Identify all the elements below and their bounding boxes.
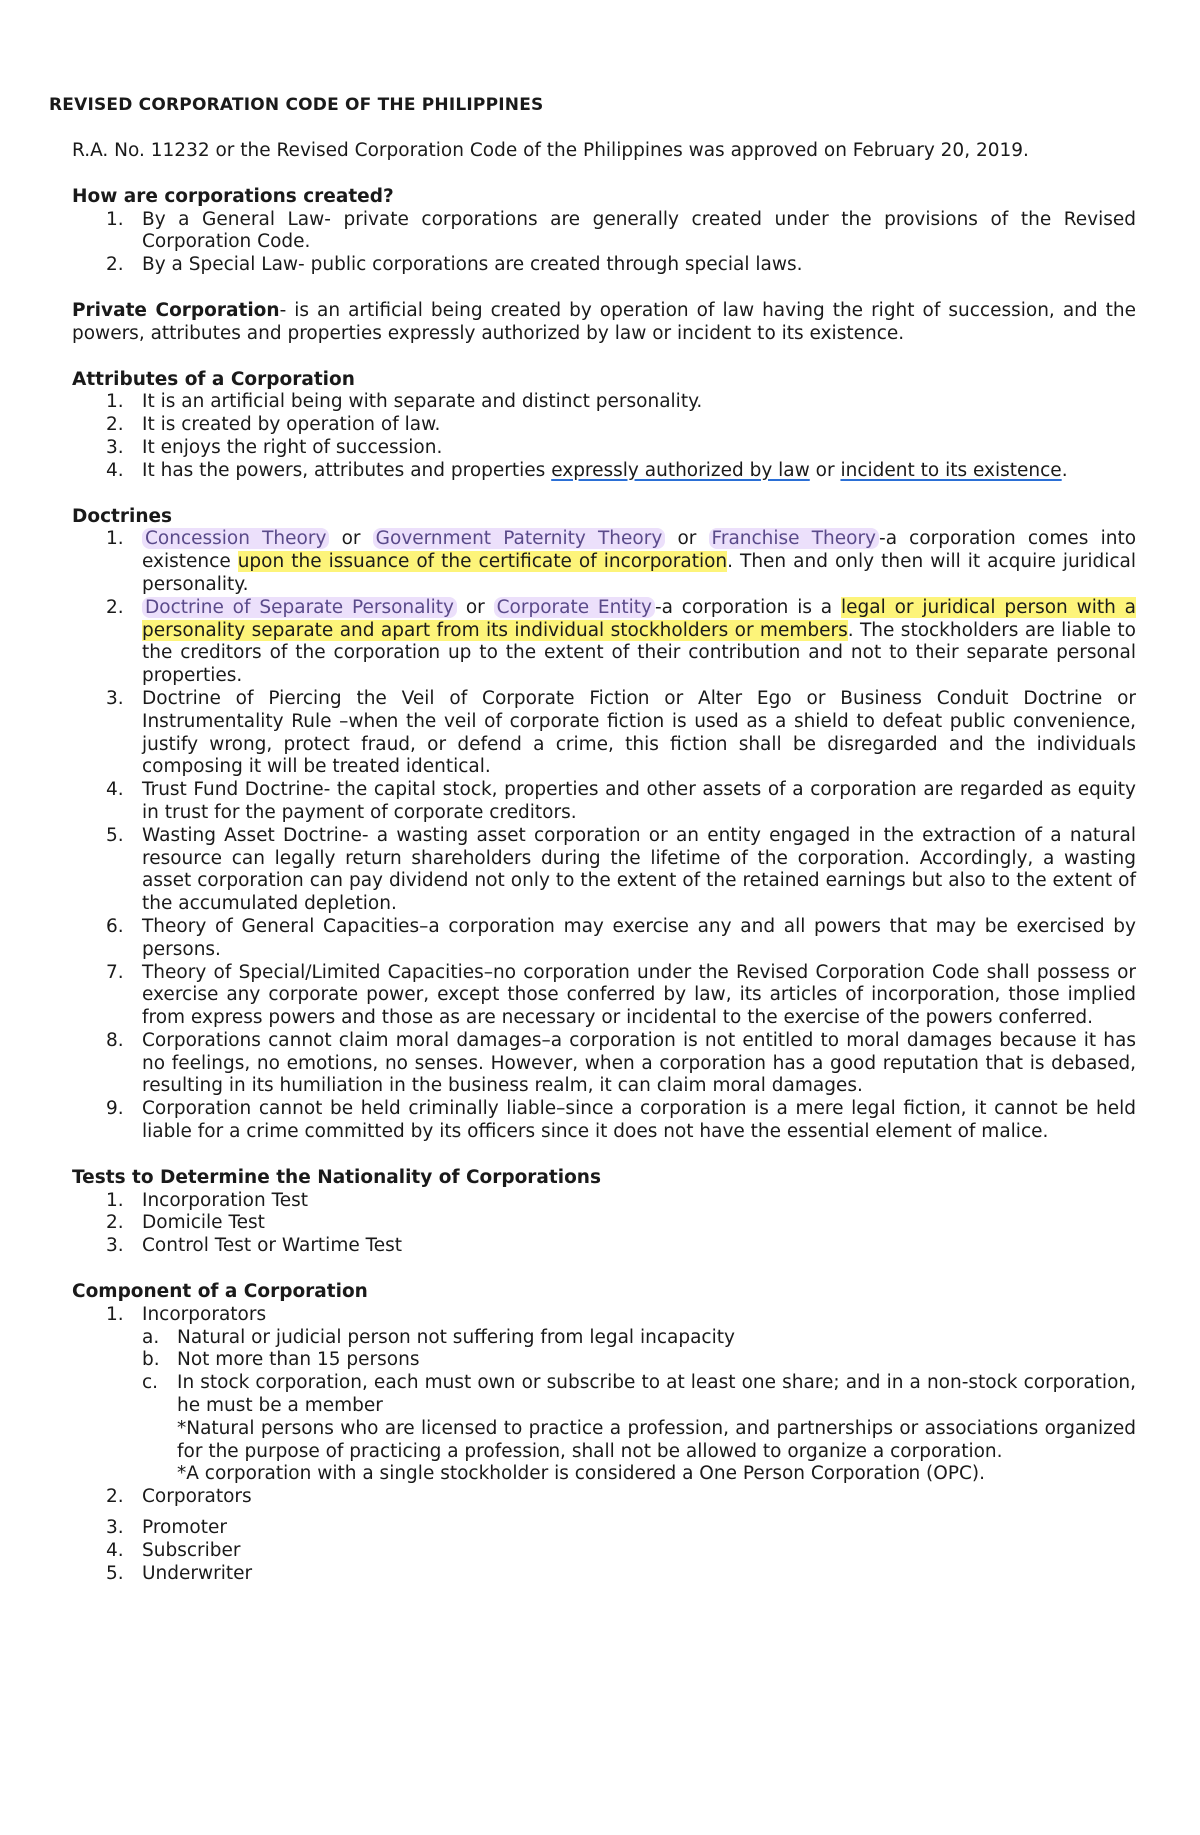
list-item: 3. Doctrine of Piercing the Veil of Corporate Fiction or Alter Ego or Business Conduit Doctrine or Instrumentality Rule –when the veil of corporate fiction is used as a shield to defeat public convenience, justify wrong, protect fraud, or defend a crime, this fiction shall be disregarded and the individuals composing it will be treated identical. (106, 687, 1136, 778)
list-item: 1. Incorporation Test (106, 1189, 309, 1211)
highlighted-phrase: legal or juridical person with a personality separate and apart from its individual stockholders or members (142, 596, 1137, 641)
list-item: 1. It is an artificial being with separate and distinct personality. (106, 391, 703, 413)
list-item: 7. Theory of Special/Limited Capacities–no corporation under the Revised Corporation Code shall possess or exercise any corporate power, except those conferred by law, its articles of incorporation, those implied from express powers and those as are necessary or incidental to the exercise of the powers conferred. (106, 961, 1136, 1029)
list-item: 4. Subscriber (106, 1539, 241, 1561)
annotated-phrase: incident to its existence (840, 459, 1062, 481)
list-item: 9. Corporation cannot be held criminally liable–since a corporation is a mere legal fiction, it cannot be held liable for a crime committed by its officers since it does not have the essential element of malice. (106, 1098, 1136, 1143)
list-item: 3. It enjoys the right of succession. (106, 436, 443, 458)
doctrines-list (72, 528, 1136, 1144)
attributes-list (72, 391, 1136, 482)
list-item: a. Natural or judicial person not suffering from legal incapacity (142, 1326, 735, 1348)
document-title: REVISED CORPORATION CODE OF THE PHILIPPINES (49, 95, 544, 115)
list-item: 2. By a Special Law- public corporations are created through special laws. (106, 254, 803, 276)
creation-list (72, 209, 1136, 277)
list-item: 4. It has the powers, attributes and properties expressly authorized by law or incident to its existence. (106, 459, 1068, 481)
highlighted-term: Doctrine of Separate Personality (142, 597, 457, 618)
list-item: 3. Control Test or Wartime Test (106, 1235, 403, 1257)
section-heading-components: Component of a Corporation (72, 1281, 368, 1303)
section-heading-creation: How are corporations created? (72, 185, 394, 207)
highlighted-term: Corporate Entity (494, 597, 655, 618)
list-item: c. In stock corporation, each must own or subscribe to at least one share; and in a non-stock corporation, he must be a member (142, 1372, 1136, 1417)
list-item: 8. Corporations cannot claim moral damages–a corporation is not entitled to moral damages because it has no feelings, no emotions, no senses. However, when a corporation has a good reputation that is debased, resulting in its humiliation in the business realm, it can claim moral damages. (106, 1029, 1136, 1097)
document-body (72, 140, 1136, 1585)
note: *A corporation with a single stockholder is considered a One Person Corporation (OPC). (177, 1463, 986, 1485)
list-item: 5. Underwriter (106, 1562, 253, 1584)
list-item: 6. Theory of General Capacities–a corporation may exercise any and all powers that may be exercised by persons. (106, 915, 1136, 960)
list-item: 1. Concession Theory or Government Paternity Theory or Franchise Theory -a corporation comes into existence upon the issuance of the certificate of incorporation. Then and only then will it acquire juridical personality. (106, 528, 1137, 595)
private-corporation-definition: Private Corporation- is an artificial being created by operation of law having the right of succession, and the powers, attributes and properties expressly authorized by law or incident to its existence. (72, 299, 1136, 344)
note: *Natural persons who are licensed to practice a profession, and partnerships or associations organized for the purpose of practicing a profession, shall not be allowed to organize a corporation. (177, 1417, 1136, 1462)
annotated-phrase: expressly authorized by law (551, 459, 810, 481)
highlighted-term: Concession Theory (142, 528, 329, 549)
list-item: b. Not more than 15 persons (142, 1349, 420, 1371)
highlighted-phrase: upon the issuance of the certificate of incorporation (237, 551, 728, 573)
section-heading-attributes: Attributes of a Corporation (72, 368, 355, 390)
list-item: 2. Doctrine of Separate Personality or Corporate Entity -a corporation is a legal or juridical person with a personality separate and apart from its individual stockholders or members. The stockholders are liable to the creditors of the corporation up to the extent of their contribution and not to their separate personal properties. (106, 596, 1137, 687)
list-item: 5. Wasting Asset Doctrine- a wasting asset corporation or an entity engaged in the extraction of a natural resource can legally return shareholders during the lifetime of the corporation. Accordingly, a wasting asset corporation can pay dividend not only to the extent of the retained earnings but also to the extent of the accumulated depletion. (106, 824, 1136, 915)
components-list-rest (72, 1517, 1136, 1585)
list-item: 2. It is created by operation of law. (106, 414, 441, 436)
components-list-continued (72, 1486, 1136, 1509)
list-item: 1. Incorporators (106, 1303, 267, 1325)
highlighted-term: Franchise Theory (709, 528, 879, 549)
section-heading-doctrines: Doctrines (72, 505, 173, 527)
nationality-list (72, 1190, 1136, 1258)
highlighted-term: Government Paternity Theory (373, 528, 666, 549)
list-item: 2. Domicile Test (106, 1212, 265, 1234)
incorporators-sublist (142, 1327, 1136, 1418)
components-list (72, 1304, 1136, 1327)
list-item: 4. Trust Fund Doctrine- the capital stock, properties and other assets of a corporation are regarded as equity in trust for the payment of corporate creditors. (106, 779, 1136, 823)
list-item: 1. By a General Law- private corporations are generally created under the provisions of the Revised Corporation Code. (106, 208, 1136, 253)
list-item: 2. Corporators (106, 1486, 252, 1508)
section-heading-nationality: Tests to Determine the Nationality of Corporations (72, 1166, 601, 1188)
list-item: 3. Promoter (106, 1517, 227, 1539)
intro-paragraph: R.A. No. 11232 or the Revised Corporation Code of the Philippines was approved on February 20, 2019. (72, 140, 1029, 161)
